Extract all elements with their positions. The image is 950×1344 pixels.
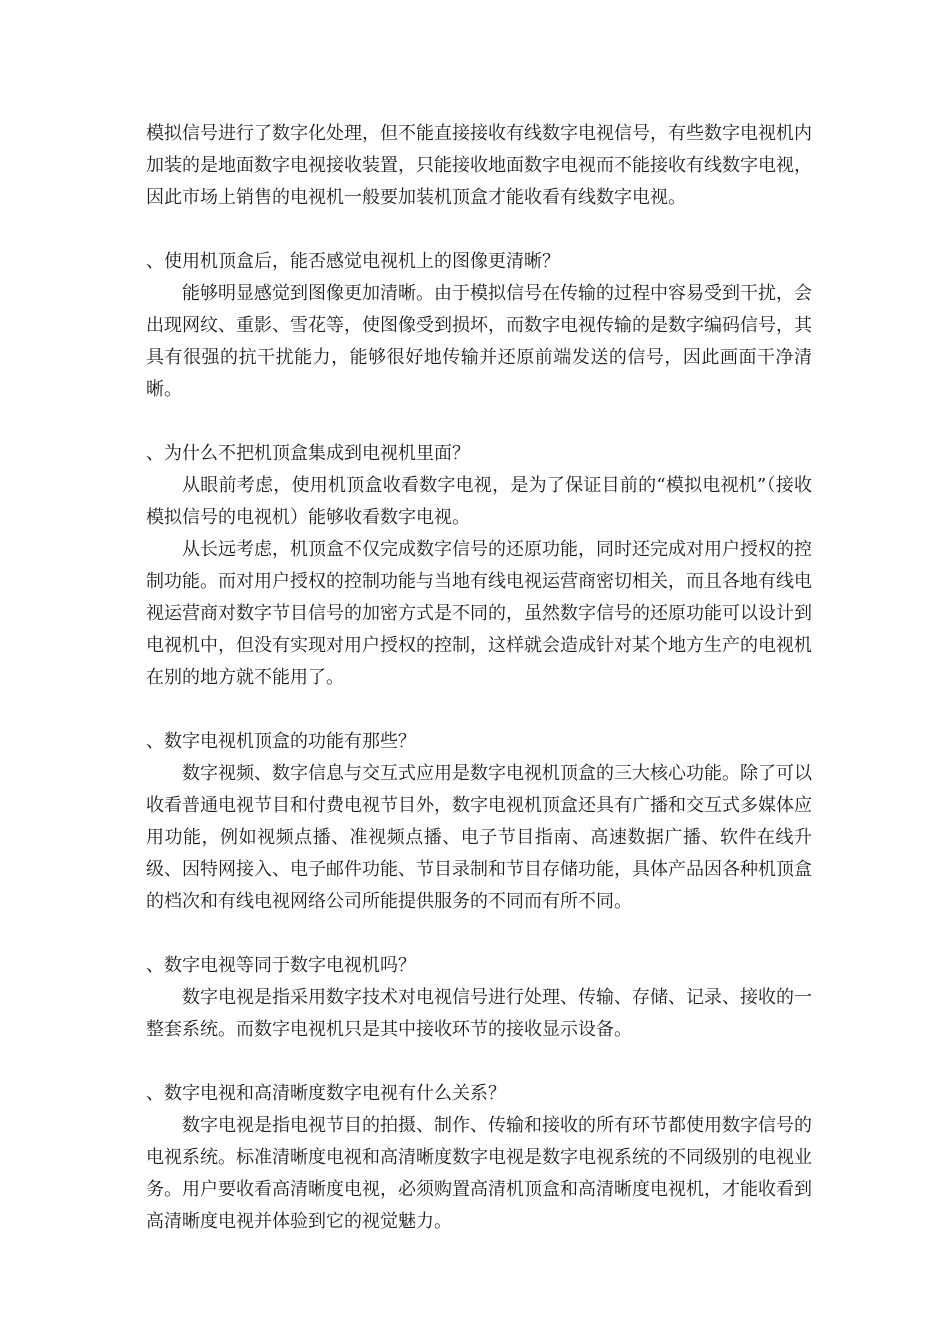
faq-section-integration <box>146 438 812 694</box>
faq-section-image-clarity <box>146 246 812 406</box>
faq-section-functions <box>146 726 812 918</box>
faq-question: 、数字电视等同于数字电视机吗？ <box>146 955 416 976</box>
intro-section <box>146 118 812 214</box>
faq-question: 、数字电视和高清晰度数字电视有什么关系？ <box>146 1083 506 1104</box>
faq-question: 、使用机顶盒后，能否感觉电视机上的图像更清晰？ <box>146 251 560 272</box>
faq-answer-paragraph: 数字视频、数字信息与交互式应用是数字电视机顶盒的三大核心功能。除了可以收看普通电视节目和付费电视节目外，数字电视机顶盒还具有广播和交互式多媒体应用功能，例如视频点播、准视频点播、电子节目指南、高速数据广播、软件在线升级、因特网接入、电子邮件功能、节目录制和节目存储功能，具体产品因各种机顶盒的档次和有线电视网络公司所能提供服务的不同而有所不同。 <box>146 763 812 912</box>
faq-answer-paragraph: 从眼前考虑，使用机顶盒收看数字电视，是为了保证目前的“模拟电视机”（接收模拟信号的电视机）能够收看数字电视。 <box>146 475 812 528</box>
faq-answer-paragraph: 能够明显感觉到图像更加清晰。由于模拟信号在传输的过程中容易受到干扰，会出现网纹、重影、雪花等，使图像受到损坏，而数字电视传输的是数字编码信号，其具有很强的抗干扰能力，能够很好地传输并还原前端发送的信号，因此画面干净清晰。 <box>146 283 812 400</box>
document-body <box>146 118 812 1270</box>
faq-answer-paragraph: 从长远考虑，机顶盒不仅完成数字信号的还原功能，同时还完成对用户授权的控制功能。而对用户授权的控制功能与当地有线电视运营商密切相关，而且各地有线电视运营商对数字节目信号的加密方式是不同的，虽然数字信号的还原功能可以设计到电视机中，但没有实现对用户授权的控制，这样就会造成针对某个地方生产的电视机在别的地方就不能用了。 <box>146 539 812 688</box>
faq-question: 、数字电视机顶盒的功能有那些？ <box>146 731 416 752</box>
faq-answer-paragraph: 数字电视是指采用数字技术对电视信号进行处理、传输、存储、记录、接收的一整套系统。而数字电视机只是其中接收环节的接收显示设备。 <box>146 987 812 1040</box>
faq-answer-paragraph: 数字电视是指电视节目的拍摄、制作、传输和接收的所有环节都使用数字信号的电视系统。标准清晰度电视和高清晰度数字电视是数字电视系统的不同级别的电视业务。用户要收看高清晰度电视，必须购置高清机顶盒和高清晰度电视机，才能收看到高清晰度电视并体验到它的视觉魅力。 <box>146 1115 812 1232</box>
faq-section-digital-tv-vs-set <box>146 950 812 1046</box>
intro-paragraph: 模拟信号进行了数字化处理，但不能直接接收有线数字电视信号，有些数字电视机内加装的是地面数字电视接收装置，只能接收地面数字电视而不能接收有线数字电视，因此市场上销售的电视机一般要加装机顶盒才能收看有线数字电视。 <box>146 123 812 208</box>
faq-question: 、为什么不把机顶盒集成到电视机里面？ <box>146 443 470 464</box>
faq-section-hdtv <box>146 1078 812 1238</box>
